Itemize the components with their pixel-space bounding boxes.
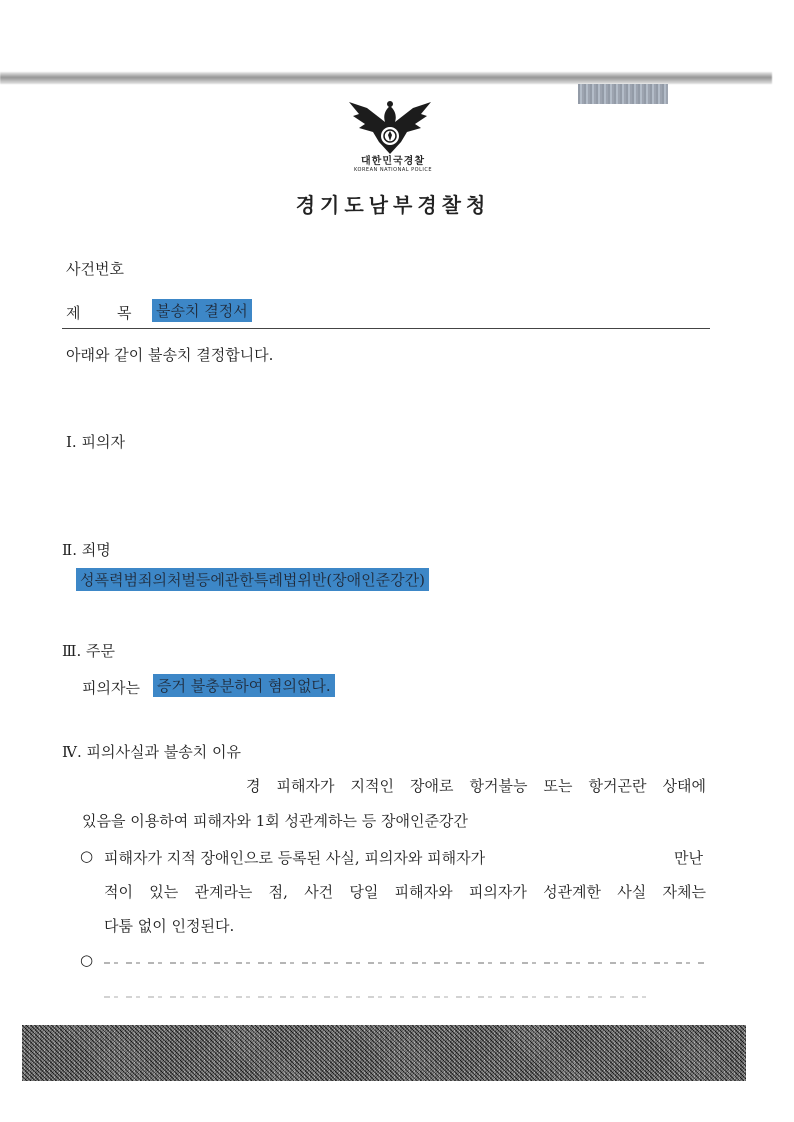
- bullet-symbol: ○: [80, 847, 94, 865]
- title-label-1: 제: [66, 304, 81, 322]
- redacted-stamp: [578, 84, 668, 104]
- redacted-text-line: [104, 962, 704, 964]
- scan-top-band: [0, 72, 772, 84]
- section-3-heading: Ⅲ. 주문: [62, 642, 115, 660]
- bullet-1-line-1: 피해자가 지적 장애인으로 등록된 사실, 피의자와 피해자가: [104, 849, 486, 867]
- reason-line-2: 있음을 이용하여 피해자와 1회 성관계하는 등 장애인준강간: [82, 812, 468, 830]
- section-1-heading: Ⅰ. 피의자: [66, 433, 125, 451]
- intro-text: 아래와 같이 불송치 결정합니다.: [66, 346, 274, 364]
- case-number-label: 사건번호: [66, 260, 124, 278]
- section-2-heading: Ⅱ. 죄명: [62, 541, 111, 559]
- section-4-heading: Ⅳ. 피의사실과 불송치 이유: [62, 743, 241, 761]
- title-label-2: 목: [117, 304, 132, 322]
- police-emblem-icon: [345, 98, 435, 160]
- disposition-prefix: 피의자는: [82, 679, 140, 697]
- bullet-1-line-2: 적이 있는 관계라는 점, 사건 당일 피해자와 피의자가 성관계한 사실 자체는: [104, 883, 706, 901]
- emblem-english-text: KOREAN NATIONAL POLICE: [354, 167, 432, 173]
- agency-title: 경기도남부경찰청: [295, 193, 491, 217]
- redacted-text-line: [104, 996, 654, 998]
- scan-noise-band: [22, 1025, 746, 1081]
- reason-line-1: 경 피해자가 지적인 장애로 항거불능 또는 항거곤란 상태에: [246, 777, 706, 795]
- bullet-symbol-2: ○: [80, 951, 94, 969]
- offense-name: 성폭력범죄의처벌등에관한특례법위반(장애인준강간): [76, 568, 429, 591]
- bullet-1-line-3: 다툼 없이 인정된다.: [104, 917, 235, 935]
- emblem-korean-text: 대한민국경찰: [361, 156, 425, 167]
- disposition-text: 증거 불충분하여 혐의없다.: [153, 674, 335, 697]
- divider: [62, 328, 710, 329]
- bullet-1-line-1-end: 만난: [674, 849, 703, 867]
- title-value: 불송치 결정서: [152, 299, 252, 322]
